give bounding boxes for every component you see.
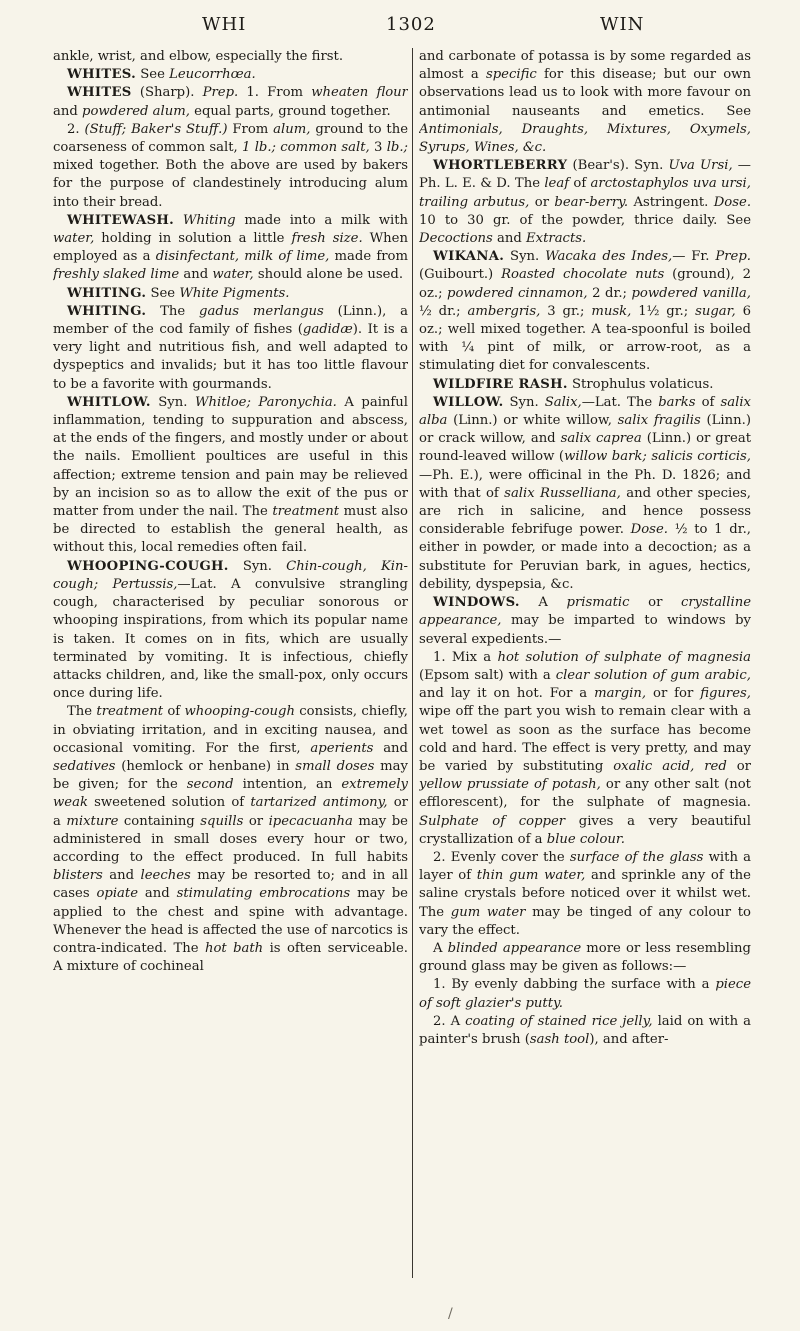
entry-headword: WHITING.	[67, 285, 147, 301]
entry-wildfire-rash: WILDFIRE RASH. Strophulus volaticus.	[433, 376, 714, 392]
entry-whortleberry: WHORTLEBERRY (Bear's). Syn. Uva Ursi, — Ph. L. E. & D. The leaf of arctostaphylos uva ursi, trailing arbutus, or bear-berry. Astringent. Dose. 10 to 30 gr. of the powder, thrice daily. See Decoctions and Extracts.	[419, 158, 751, 247]
running-header	[54, 14, 754, 38]
right-column	[419, 48, 751, 1318]
entry-headword: WHITING.	[67, 303, 147, 319]
entry-whites-2: WHITES (Sharp). Prep. 1. From wheaten flour and powdered alum, equal parts, ground together.	[53, 85, 408, 119]
entry-continuation: and carbonate of potassa is by some regarded as almost a specific for this disease; but our own observations lead us to look with more favour on antimonial nauseants and emetics. See Antimonials, Draughts, Mixtures, Oxymels, Syrups, Wines, &c.	[419, 49, 751, 156]
entry-whites-1: WHITES. See Leucorrhœa.	[67, 67, 256, 83]
entry-whiting-1: WHITING. See White Pigments.	[67, 285, 290, 301]
entry-continuation: ankle, wrist, and elbow, especially the first.	[53, 49, 344, 64]
entry-headword: WILLOW.	[433, 394, 504, 410]
entry-windows-blinded: A blinded appearance more or less resembling ground glass may be given as follows:—	[419, 940, 751, 975]
entry-windows-method-1: 1. Mix a hot solution of sulphate of magnesia (Epsom salt) with a clear solution of gum arabic, and lay it on hot. For a margin, or for figures, wipe off the part you wish to remain clear with a wet towel as soon as the surface has become cold and hard. The effect is very pretty, and may be varied by substituting oxalic acid, red or yellow prussiate of potash, or any other salt (not efflorescent), for the sulphate of magnesia. Sulphate of copper gives a very beautiful crystallization of a blue colour.	[419, 649, 751, 847]
entry-whooping-cough-treatment: The treatment of whooping-cough consists, chiefly, in obviating irritation, and in exciting nausea, and occasional vomiting. For the first, aperients and sedatives (hemlock or henbane) in small doses may be given; for the second intention, an extremely weak sweetened solution of tartarized antimony, or a mixture containing squills or ipecacuanha may be administered in small doses every hour or two, according to the effect produced. In full habits blisters and leeches may be resorted to; and in all cases opiate and stimulating embrocations may be applied to the chest and spine with advantage. Whenever the head is affected the use of narcotics is contra-indicated. The hot bath is often serviceable. A mixture of cochineal	[53, 704, 408, 975]
header-left-guide-word: WHI	[202, 14, 247, 35]
entry-wikana: WIKANA. Syn. Wacaka des Indes,— Fr. Prep. (Guibourt.) Roasted chocolate nuts (ground), 2 oz.; powdered cinnamon, 2 dr.; powdered vanilla, ½ dr.; ambergris, 3 gr.; musk, 1½ gr.; sugar, 6 oz.; well mixed together. A tea-spoonful is boiled with ¼ pint of milk, or arrow-root, as a stimulating diet for convalescents.	[419, 249, 751, 374]
entry-headword: WIKANA.	[433, 249, 505, 265]
entry-windows-blinded-2: 2. A coating of stained rice jelly, laid on with a painter's brush (sash tool), and after-	[419, 1013, 751, 1047]
entry-headword: WHOOPING-COUGH.	[67, 558, 229, 574]
header-right-guide-word: WIN	[600, 14, 645, 35]
column-divider	[412, 48, 413, 1278]
entry-headword: WHITES.	[67, 67, 137, 83]
entry-windows-method-2: 2. Evenly cover the surface of the glass with a layer of thin gum water, and sprinkle any of the saline crystals before noticed over it whilst wet. The gum water may be tinged of any colour to vary the effect.	[419, 849, 751, 938]
entry-headword: WINDOWS.	[433, 595, 520, 611]
entry-windows: WINDOWS. A prismatic or crystalline appearance, may be imparted to windows by several expedients.—	[419, 595, 751, 647]
left-column	[53, 48, 408, 1318]
entry-whiting-2: WHITING. The gadus merlangus (Linn.), a member of the cod family of fishes (gadidæ). It is a very light and nutritious fish, and well adapted to dyspeptics and invalids; but it has too little flavour to be a favorite with gourmands.	[53, 303, 408, 392]
entry-headword: WHITEWASH.	[67, 212, 175, 228]
page-number: 1302	[386, 14, 436, 35]
entry-whooping-cough: WHOOPING-COUGH. Syn. Chin-cough, Kin-cough; Pertussis,—Lat. A convulsive strangling cough, characterised by peculiar sonorous or whooping inspirations, from which its popular name is taken. It comes on in fits, which are usually terminated by vomiting. It is infectious, chiefly attacks children, and, like the small-pox, only occurs once during life.	[53, 558, 408, 702]
entry-headword: WILDFIRE RASH.	[433, 376, 568, 392]
entry-willow: WILLOW. Syn. Salix,—Lat. The barks of salix alba (Linn.) or white willow, salix fragilis (Linn.) or crack willow, and salix caprea (Linn.) or great round-leaved willow (willow bark; salicis corticis,—Ph. E.), were officinal in the Ph. D. 1826; and with that of salix Russelliana, and other species, are rich in salicine, and hence possess considerable febrifuge power. Dose. ½ to 1 dr., either in powder, or made into a decoction; as a substitute for Peruvian bark, in agues, hectics, debility, dyspepsia, &c.	[419, 394, 751, 592]
entry-whites-2-prep-2: 2. (Stuff; Baker's Stuff.) From alum, ground to the coarseness of common salt, 1 lb.; common salt, 3 lb.; mixed together. Both the above are used by bakers for the purpose of clandestinely introducing alum into their bread.	[53, 121, 408, 210]
entry-whitlow: WHITLOW. Syn. Whitloe; Paronychia. A painful inflammation, tending to suppuration and abscess, at the ends of the fingers, and mostly under or about the nails. Emollient poultices are useful in this affection; extreme tension and pain may be relieved by an incision so as to allow the exit of the pus or matter from under the nail. The treatment must also be directed to establish the general health, as without this, local remedies often fail.	[53, 394, 408, 556]
entry-headword: WHORTLEBERRY	[433, 158, 568, 174]
entry-headword: WHITLOW.	[67, 394, 151, 410]
entry-whitewash: WHITEWASH. Whiting made into a milk with water, holding in solution a little fresh size. When employed as a disinfectant, milk of lime, made from freshly slaked lime and water, should alone be used.	[53, 212, 408, 283]
entry-windows-blinded-1: 1. By evenly dabbing the surface with a piece of soft glazier's putty.	[419, 977, 751, 1011]
footer-mark: /	[448, 1306, 453, 1322]
entry-headword: WHITES	[67, 85, 132, 101]
